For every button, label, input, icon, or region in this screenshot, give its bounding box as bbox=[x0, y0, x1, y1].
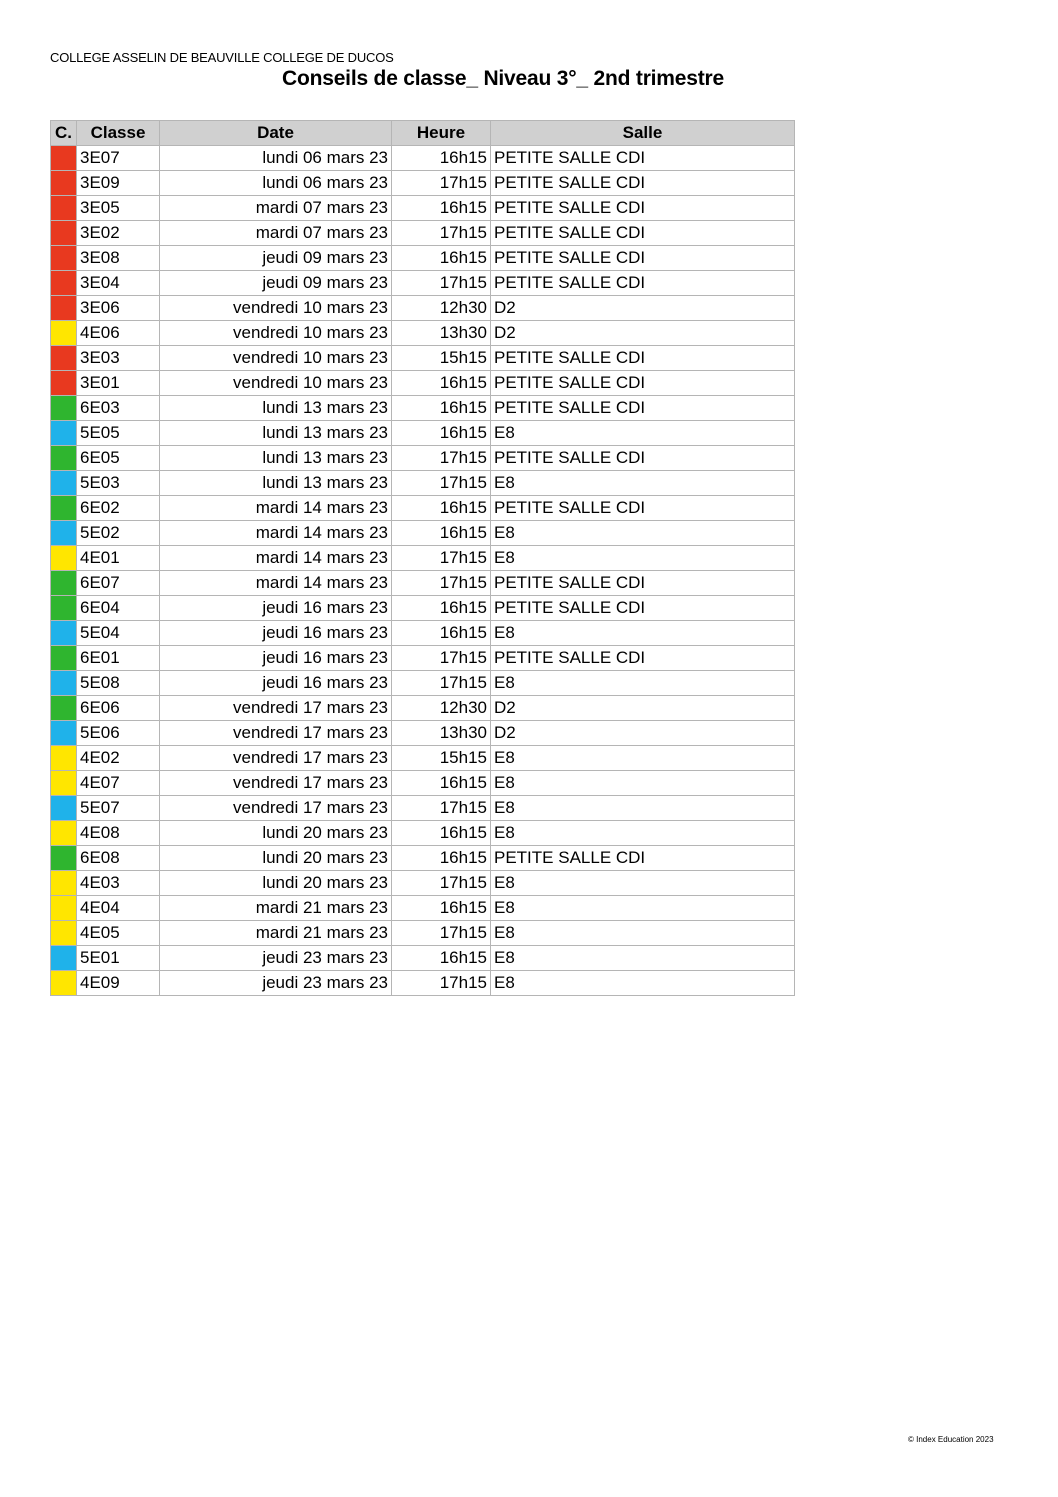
level-color-swatch bbox=[51, 321, 77, 346]
room-cell: D2 bbox=[491, 296, 795, 321]
date-cell: mardi 14 mars 23 bbox=[160, 546, 392, 571]
level-color-swatch bbox=[51, 771, 77, 796]
date-cell: lundi 06 mars 23 bbox=[160, 171, 392, 196]
hour-cell: 16h15 bbox=[392, 196, 491, 221]
hour-cell: 16h15 bbox=[392, 371, 491, 396]
level-color-swatch bbox=[51, 171, 77, 196]
hour-cell: 16h15 bbox=[392, 146, 491, 171]
table-row bbox=[51, 671, 795, 696]
room-cell: E8 bbox=[491, 821, 795, 846]
class-cell: 6E04 bbox=[77, 596, 160, 621]
class-cell: 6E07 bbox=[77, 571, 160, 596]
date-cell: mardi 14 mars 23 bbox=[160, 521, 392, 546]
table-row bbox=[51, 196, 795, 221]
room-cell: E8 bbox=[491, 671, 795, 696]
class-cell: 4E07 bbox=[77, 771, 160, 796]
level-color-swatch bbox=[51, 946, 77, 971]
copyright-footer: © Index Education 2023 bbox=[908, 1435, 994, 1444]
date-cell: mardi 14 mars 23 bbox=[160, 571, 392, 596]
room-cell: E8 bbox=[491, 471, 795, 496]
level-color-swatch bbox=[51, 696, 77, 721]
class-cell: 3E01 bbox=[77, 371, 160, 396]
hour-cell: 16h15 bbox=[392, 396, 491, 421]
date-cell: lundi 13 mars 23 bbox=[160, 421, 392, 446]
table-row bbox=[51, 721, 795, 746]
level-color-swatch bbox=[51, 796, 77, 821]
level-color-swatch bbox=[51, 846, 77, 871]
hour-cell: 17h15 bbox=[392, 796, 491, 821]
table-row bbox=[51, 421, 795, 446]
class-cell: 6E02 bbox=[77, 496, 160, 521]
hour-cell: 17h15 bbox=[392, 646, 491, 671]
room-cell: PETITE SALLE CDI bbox=[491, 221, 795, 246]
class-cell: 5E01 bbox=[77, 946, 160, 971]
class-cell: 5E03 bbox=[77, 471, 160, 496]
room-cell: E8 bbox=[491, 521, 795, 546]
level-color-swatch bbox=[51, 146, 77, 171]
level-color-swatch bbox=[51, 521, 77, 546]
room-cell: D2 bbox=[491, 321, 795, 346]
room-cell: PETITE SALLE CDI bbox=[491, 196, 795, 221]
hour-cell: 16h15 bbox=[392, 421, 491, 446]
table-row bbox=[51, 521, 795, 546]
date-cell: jeudi 23 mars 23 bbox=[160, 971, 392, 996]
room-cell: E8 bbox=[491, 771, 795, 796]
level-color-swatch bbox=[51, 271, 77, 296]
level-color-swatch bbox=[51, 246, 77, 271]
room-cell: E8 bbox=[491, 421, 795, 446]
date-cell: vendredi 10 mars 23 bbox=[160, 321, 392, 346]
room-cell: E8 bbox=[491, 971, 795, 996]
level-color-swatch bbox=[51, 346, 77, 371]
hour-cell: 15h15 bbox=[392, 346, 491, 371]
room-cell: PETITE SALLE CDI bbox=[491, 646, 795, 671]
date-cell: jeudi 16 mars 23 bbox=[160, 596, 392, 621]
hour-cell: 16h15 bbox=[392, 771, 491, 796]
date-cell: lundi 13 mars 23 bbox=[160, 396, 392, 421]
level-color-swatch bbox=[51, 421, 77, 446]
hour-cell: 16h15 bbox=[392, 496, 491, 521]
hour-cell: 12h30 bbox=[392, 296, 491, 321]
level-color-swatch bbox=[51, 396, 77, 421]
table-row bbox=[51, 821, 795, 846]
level-color-swatch bbox=[51, 371, 77, 396]
hour-cell: 16h15 bbox=[392, 621, 491, 646]
date-cell: lundi 20 mars 23 bbox=[160, 821, 392, 846]
level-color-swatch bbox=[51, 196, 77, 221]
class-cell: 6E05 bbox=[77, 446, 160, 471]
table-row bbox=[51, 546, 795, 571]
class-cell: 4E08 bbox=[77, 821, 160, 846]
hour-cell: 13h30 bbox=[392, 721, 491, 746]
date-cell: jeudi 16 mars 23 bbox=[160, 646, 392, 671]
column-header-color: C. bbox=[51, 121, 77, 146]
hour-cell: 17h15 bbox=[392, 921, 491, 946]
class-cell: 4E04 bbox=[77, 896, 160, 921]
table-row bbox=[51, 771, 795, 796]
class-cell: 4E06 bbox=[77, 321, 160, 346]
level-color-swatch bbox=[51, 871, 77, 896]
room-cell: E8 bbox=[491, 546, 795, 571]
hour-cell: 17h15 bbox=[392, 446, 491, 471]
class-cell: 5E04 bbox=[77, 621, 160, 646]
level-color-swatch bbox=[51, 821, 77, 846]
hour-cell: 15h15 bbox=[392, 746, 491, 771]
table-row bbox=[51, 896, 795, 921]
class-cell: 4E09 bbox=[77, 971, 160, 996]
date-cell: lundi 06 mars 23 bbox=[160, 146, 392, 171]
table-row bbox=[51, 596, 795, 621]
table-row bbox=[51, 871, 795, 896]
class-cell: 6E03 bbox=[77, 396, 160, 421]
table-row bbox=[51, 346, 795, 371]
level-color-swatch bbox=[51, 646, 77, 671]
table-row bbox=[51, 371, 795, 396]
table-row bbox=[51, 946, 795, 971]
date-cell: mardi 14 mars 23 bbox=[160, 496, 392, 521]
table-row bbox=[51, 296, 795, 321]
date-cell: lundi 20 mars 23 bbox=[160, 846, 392, 871]
class-cell: 3E06 bbox=[77, 296, 160, 321]
table-row bbox=[51, 246, 795, 271]
column-header-classe: Classe bbox=[77, 121, 160, 146]
date-cell: mardi 07 mars 23 bbox=[160, 221, 392, 246]
date-cell: vendredi 10 mars 23 bbox=[160, 371, 392, 396]
school-name: COLLEGE ASSELIN DE BEAUVILLE COLLEGE DE DUCOS bbox=[50, 50, 394, 65]
table-row bbox=[51, 396, 795, 421]
table-row bbox=[51, 646, 795, 671]
date-cell: lundi 20 mars 23 bbox=[160, 871, 392, 896]
class-cell: 3E08 bbox=[77, 246, 160, 271]
level-color-swatch bbox=[51, 496, 77, 521]
hour-cell: 16h15 bbox=[392, 521, 491, 546]
class-cell: 3E07 bbox=[77, 146, 160, 171]
level-color-swatch bbox=[51, 571, 77, 596]
table-row bbox=[51, 471, 795, 496]
room-cell: PETITE SALLE CDI bbox=[491, 446, 795, 471]
class-cell: 4E02 bbox=[77, 746, 160, 771]
class-cell: 3E02 bbox=[77, 221, 160, 246]
room-cell: PETITE SALLE CDI bbox=[491, 146, 795, 171]
room-cell: E8 bbox=[491, 746, 795, 771]
date-cell: jeudi 09 mars 23 bbox=[160, 246, 392, 271]
class-cell: 5E02 bbox=[77, 521, 160, 546]
class-cell: 4E05 bbox=[77, 921, 160, 946]
schedule-table bbox=[50, 120, 795, 996]
table-row bbox=[51, 921, 795, 946]
room-cell: PETITE SALLE CDI bbox=[491, 271, 795, 296]
hour-cell: 17h15 bbox=[392, 271, 491, 296]
page-title: Conseils de classe_ Niveau 3°_ 2nd trimestre bbox=[282, 67, 724, 90]
date-cell: mardi 21 mars 23 bbox=[160, 921, 392, 946]
hour-cell: 16h15 bbox=[392, 821, 491, 846]
table-row bbox=[51, 621, 795, 646]
room-cell: E8 bbox=[491, 871, 795, 896]
hour-cell: 17h15 bbox=[392, 971, 491, 996]
level-color-swatch bbox=[51, 546, 77, 571]
room-cell: PETITE SALLE CDI bbox=[491, 571, 795, 596]
level-color-swatch bbox=[51, 471, 77, 496]
room-cell: E8 bbox=[491, 921, 795, 946]
date-cell: jeudi 23 mars 23 bbox=[160, 946, 392, 971]
class-cell: 6E08 bbox=[77, 846, 160, 871]
class-cell: 6E06 bbox=[77, 696, 160, 721]
room-cell: PETITE SALLE CDI bbox=[491, 346, 795, 371]
room-cell: PETITE SALLE CDI bbox=[491, 246, 795, 271]
date-cell: vendredi 17 mars 23 bbox=[160, 771, 392, 796]
level-color-swatch bbox=[51, 621, 77, 646]
room-cell: PETITE SALLE CDI bbox=[491, 496, 795, 521]
room-cell: PETITE SALLE CDI bbox=[491, 396, 795, 421]
level-color-swatch bbox=[51, 221, 77, 246]
class-cell: 3E04 bbox=[77, 271, 160, 296]
hour-cell: 17h15 bbox=[392, 221, 491, 246]
date-cell: vendredi 10 mars 23 bbox=[160, 346, 392, 371]
hour-cell: 16h15 bbox=[392, 246, 491, 271]
date-cell: lundi 13 mars 23 bbox=[160, 446, 392, 471]
date-cell: mardi 21 mars 23 bbox=[160, 896, 392, 921]
class-cell: 6E01 bbox=[77, 646, 160, 671]
table-row bbox=[51, 146, 795, 171]
table-row bbox=[51, 271, 795, 296]
class-cell: 4E01 bbox=[77, 546, 160, 571]
level-color-swatch bbox=[51, 721, 77, 746]
table-row bbox=[51, 171, 795, 196]
table-row bbox=[51, 696, 795, 721]
date-cell: jeudi 16 mars 23 bbox=[160, 671, 392, 696]
hour-cell: 13h30 bbox=[392, 321, 491, 346]
level-color-swatch bbox=[51, 971, 77, 996]
table-row bbox=[51, 846, 795, 871]
table-row bbox=[51, 796, 795, 821]
level-color-swatch bbox=[51, 746, 77, 771]
class-cell: 5E06 bbox=[77, 721, 160, 746]
room-cell: PETITE SALLE CDI bbox=[491, 846, 795, 871]
date-cell: vendredi 10 mars 23 bbox=[160, 296, 392, 321]
class-cell: 3E09 bbox=[77, 171, 160, 196]
hour-cell: 17h15 bbox=[392, 671, 491, 696]
hour-cell: 17h15 bbox=[392, 871, 491, 896]
date-cell: vendredi 17 mars 23 bbox=[160, 696, 392, 721]
date-cell: lundi 13 mars 23 bbox=[160, 471, 392, 496]
class-cell: 5E05 bbox=[77, 421, 160, 446]
level-color-swatch bbox=[51, 596, 77, 621]
date-cell: vendredi 17 mars 23 bbox=[160, 721, 392, 746]
hour-cell: 16h15 bbox=[392, 946, 491, 971]
date-cell: jeudi 09 mars 23 bbox=[160, 271, 392, 296]
column-header-salle: Salle bbox=[491, 121, 795, 146]
room-cell: D2 bbox=[491, 721, 795, 746]
hour-cell: 17h15 bbox=[392, 571, 491, 596]
hour-cell: 16h15 bbox=[392, 846, 491, 871]
level-color-swatch bbox=[51, 896, 77, 921]
date-cell: mardi 07 mars 23 bbox=[160, 196, 392, 221]
column-header-heure: Heure bbox=[392, 121, 491, 146]
date-cell: jeudi 16 mars 23 bbox=[160, 621, 392, 646]
class-cell: 5E08 bbox=[77, 671, 160, 696]
room-cell: E8 bbox=[491, 946, 795, 971]
level-color-swatch bbox=[51, 296, 77, 321]
table-row bbox=[51, 321, 795, 346]
hour-cell: 17h15 bbox=[392, 171, 491, 196]
table-header-row bbox=[51, 121, 795, 146]
level-color-swatch bbox=[51, 446, 77, 471]
level-color-swatch bbox=[51, 671, 77, 696]
room-cell: E8 bbox=[491, 796, 795, 821]
room-cell: E8 bbox=[491, 621, 795, 646]
date-cell: vendredi 17 mars 23 bbox=[160, 796, 392, 821]
room-cell: D2 bbox=[491, 696, 795, 721]
table-row bbox=[51, 571, 795, 596]
room-cell: PETITE SALLE CDI bbox=[491, 171, 795, 196]
hour-cell: 17h15 bbox=[392, 471, 491, 496]
table-row bbox=[51, 496, 795, 521]
hour-cell: 16h15 bbox=[392, 896, 491, 921]
class-cell: 3E03 bbox=[77, 346, 160, 371]
room-cell: PETITE SALLE CDI bbox=[491, 371, 795, 396]
class-cell: 3E05 bbox=[77, 196, 160, 221]
hour-cell: 12h30 bbox=[392, 696, 491, 721]
table-row bbox=[51, 746, 795, 771]
hour-cell: 17h15 bbox=[392, 546, 491, 571]
hour-cell: 16h15 bbox=[392, 596, 491, 621]
class-cell: 5E07 bbox=[77, 796, 160, 821]
table-row bbox=[51, 446, 795, 471]
room-cell: PETITE SALLE CDI bbox=[491, 596, 795, 621]
date-cell: vendredi 17 mars 23 bbox=[160, 746, 392, 771]
level-color-swatch bbox=[51, 921, 77, 946]
room-cell: E8 bbox=[491, 896, 795, 921]
class-cell: 4E03 bbox=[77, 871, 160, 896]
table-row bbox=[51, 221, 795, 246]
table-row bbox=[51, 971, 795, 996]
column-header-date: Date bbox=[160, 121, 392, 146]
